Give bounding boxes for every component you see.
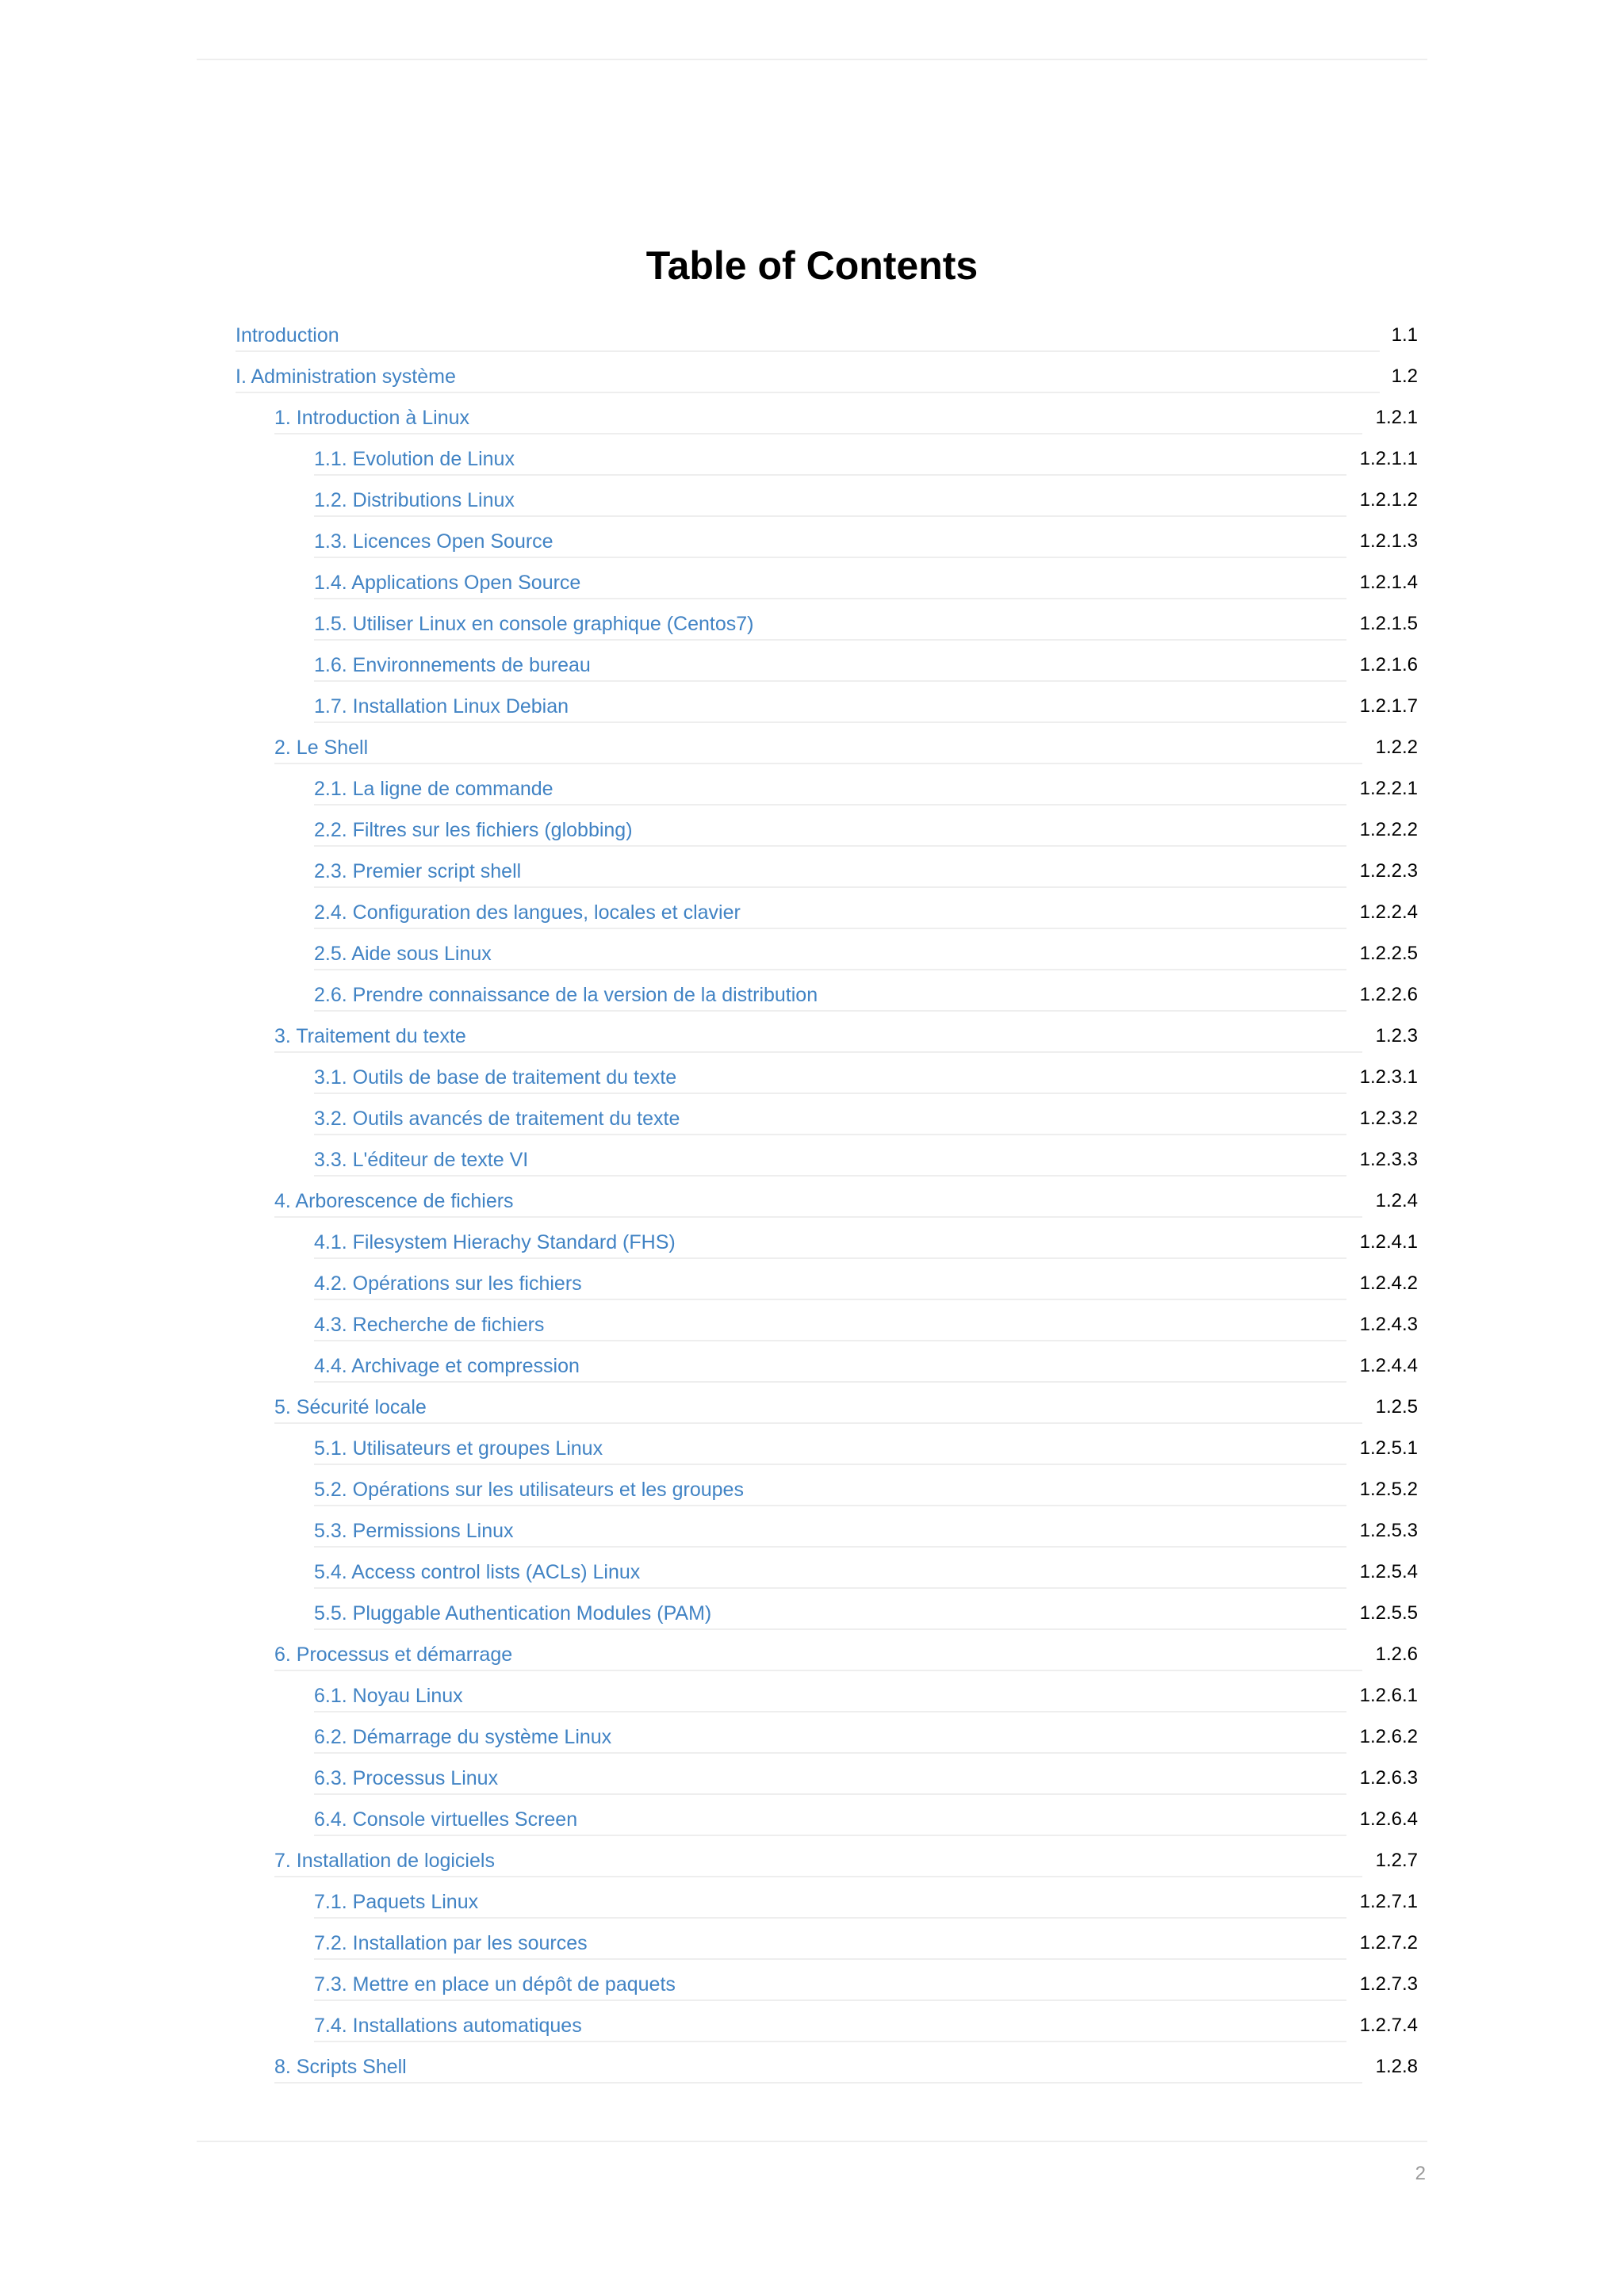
toc-entry-number: 1.2.1.7 (1359, 695, 1418, 717)
toc-entry (0, 1267, 1624, 1308)
toc-entry-number: 1.2.7.4 (1359, 2015, 1418, 2036)
toc-entry-number: 1.2.4 (1375, 1190, 1418, 1211)
toc-entry-link[interactable]: 6. Processus et démarrage (274, 1638, 1362, 1671)
toc-entry-number: 1.2.1.2 (1359, 489, 1418, 511)
toc-entry-link[interactable]: 5.1. Utilisateurs et groupes Linux (314, 1432, 1346, 1465)
toc-entry-number: 1.2.7.2 (1359, 1932, 1418, 1954)
toc-entry-number: 1.2.2.1 (1359, 778, 1418, 799)
toc-entry (0, 401, 1624, 442)
toc-entry-number: 1.2.1.5 (1359, 613, 1418, 634)
toc-entry-number: 1.2.5.2 (1359, 1479, 1418, 1500)
toc-entry (0, 772, 1624, 813)
toc-entry-number: 1.2.7.1 (1359, 1891, 1418, 1912)
footer-rule (197, 2141, 1427, 2142)
toc-entry (0, 1514, 1624, 1556)
toc-entry-number: 1.2.4.3 (1359, 1314, 1418, 1335)
toc-entry (0, 1143, 1624, 1184)
toc-entry (0, 1391, 1624, 1432)
toc-entry (0, 319, 1624, 360)
toc-entry (0, 690, 1624, 731)
toc-entry-link[interactable]: 3.1. Outils de base de traitement du texte (314, 1061, 1346, 1094)
toc-entry-link[interactable]: 7.4. Installations automatiques (314, 2009, 1346, 2042)
toc-entry-number: 1.2.7.3 (1359, 1973, 1418, 1995)
toc-entry (0, 360, 1624, 401)
toc-entry-link[interactable]: 6.4. Console virtuelles Screen (314, 1803, 1346, 1836)
table-of-contents (0, 319, 1624, 2091)
toc-entry (0, 442, 1624, 484)
toc-entry-number: 1.2.6.4 (1359, 1808, 1418, 1830)
toc-entry-number: 1.2.1 (1375, 407, 1418, 428)
toc-entry-number: 1.2.4.1 (1359, 1231, 1418, 1253)
toc-entry-number: 1.2.7 (1375, 1850, 1418, 1871)
toc-entry-link[interactable]: 6.2. Démarrage du système Linux (314, 1720, 1346, 1754)
toc-entry-link[interactable]: 1.4. Applications Open Source (314, 566, 1346, 599)
toc-entry-link[interactable]: 3. Traitement du texte (274, 1020, 1362, 1053)
toc-entry-link[interactable]: 4.4. Archivage et compression (314, 1349, 1346, 1383)
toc-entry-link[interactable]: 2.1. La ligne de commande (314, 772, 1346, 806)
toc-entry (0, 896, 1624, 937)
toc-entry (0, 566, 1624, 607)
toc-entry-link[interactable]: 1.2. Distributions Linux (314, 484, 1346, 517)
toc-entry-number: 1.2.3.1 (1359, 1066, 1418, 1088)
toc-entry-number: 1.2.8 (1375, 2056, 1418, 2077)
toc-entry (0, 1473, 1624, 1514)
toc-entry (0, 855, 1624, 896)
toc-entry-number: 1.2.5.4 (1359, 1561, 1418, 1582)
toc-entry (0, 937, 1624, 978)
toc-entry (0, 2050, 1624, 2091)
toc-entry (0, 1226, 1624, 1267)
toc-entry-link[interactable]: 5.5. Pluggable Authentication Modules (PAM) (314, 1597, 1346, 1630)
toc-entry (0, 731, 1624, 772)
toc-entry-link[interactable]: 3.2. Outils avancés de traitement du texte (314, 1102, 1346, 1135)
toc-entry-link[interactable]: 5. Sécurité locale (274, 1391, 1362, 1424)
toc-entry-number: 1.2.6 (1375, 1644, 1418, 1665)
toc-entry-number: 1.2.2 (1375, 737, 1418, 758)
toc-entry (0, 1762, 1624, 1803)
toc-entry (0, 1432, 1624, 1473)
toc-entry-link[interactable]: 6.3. Processus Linux (314, 1762, 1346, 1795)
toc-entry (0, 1968, 1624, 2009)
toc-entry-link[interactable]: 2.3. Premier script shell (314, 855, 1346, 888)
toc-entry-link[interactable]: 4.1. Filesystem Hierachy Standard (FHS) (314, 1226, 1346, 1259)
toc-entry-link[interactable]: 1. Introduction à Linux (274, 401, 1362, 434)
toc-entry (0, 1349, 1624, 1391)
toc-entry-link[interactable]: 1.6. Environnements de bureau (314, 649, 1346, 682)
toc-entry-number: 1.2.5 (1375, 1396, 1418, 1418)
toc-entry-link[interactable]: 7.3. Mettre en place un dépôt de paquets (314, 1968, 1346, 2001)
toc-entry-number: 1.1 (1391, 324, 1418, 346)
toc-entry (0, 1020, 1624, 1061)
toc-entry-link[interactable]: 2.6. Prendre connaissance de la version de la distribution (314, 978, 1346, 1012)
toc-entry-number: 1.2.2.2 (1359, 819, 1418, 840)
toc-entry-link[interactable]: 2.5. Aide sous Linux (314, 937, 1346, 970)
toc-entry-link[interactable]: Introduction (236, 319, 1380, 352)
toc-entry-link[interactable]: 5.3. Permissions Linux (314, 1514, 1346, 1548)
toc-entry-link[interactable]: 2.2. Filtres sur les fichiers (globbing) (314, 813, 1346, 847)
toc-entry (0, 1184, 1624, 1226)
toc-entry-number: 1.2.6.3 (1359, 1767, 1418, 1789)
toc-entry-number: 1.2.4.2 (1359, 1272, 1418, 1294)
toc-entry-number: 1.2.3.3 (1359, 1149, 1418, 1170)
toc-entry (0, 1885, 1624, 1927)
toc-entry-number: 1.2.1.3 (1359, 530, 1418, 552)
toc-entry-link[interactable]: 5.4. Access control lists (ACLs) Linux (314, 1556, 1346, 1589)
toc-entry-number: 1.2.3 (1375, 1025, 1418, 1047)
toc-entry (0, 1597, 1624, 1638)
toc-entry (0, 813, 1624, 855)
toc-entry-number: 1.2.5.5 (1359, 1602, 1418, 1624)
toc-entry-link[interactable]: 7.1. Paquets Linux (314, 1885, 1346, 1919)
toc-entry-number: 1.2.6.1 (1359, 1685, 1418, 1706)
toc-entry-number: 1.2.1.6 (1359, 654, 1418, 675)
header-rule (197, 59, 1427, 60)
toc-entry-link[interactable]: 4.2. Opérations sur les fichiers (314, 1267, 1346, 1300)
toc-entry (0, 525, 1624, 566)
toc-entry-link[interactable]: 8. Scripts Shell (274, 2050, 1362, 2084)
toc-entry-link[interactable]: 7. Installation de logiciels (274, 1844, 1362, 1877)
toc-entry (0, 1308, 1624, 1349)
toc-entry (0, 1102, 1624, 1143)
page-title: Table of Contents (645, 243, 979, 288)
toc-entry (0, 1679, 1624, 1720)
toc-entry (0, 1803, 1624, 1844)
toc-entry-number: 1.2.1.1 (1359, 448, 1418, 469)
toc-entry-number: 1.2.6.2 (1359, 1726, 1418, 1747)
toc-entry (0, 649, 1624, 690)
toc-entry-number: 1.2 (1391, 365, 1418, 387)
toc-entry (0, 1556, 1624, 1597)
toc-entry-link[interactable]: 1.7. Installation Linux Debian (314, 690, 1346, 723)
toc-entry-link[interactable]: 5.2. Opérations sur les utilisateurs et les groupes (314, 1473, 1346, 1506)
toc-entry-link[interactable]: 1.1. Evolution de Linux (314, 442, 1346, 476)
toc-entry-link[interactable]: 2. Le Shell (274, 731, 1362, 764)
toc-entry (0, 1844, 1624, 1885)
toc-entry (0, 1061, 1624, 1102)
toc-entry-number: 1.2.1.4 (1359, 572, 1418, 593)
toc-entry (0, 2009, 1624, 2050)
page-number: 2 (1415, 2163, 1426, 2184)
toc-entry (0, 1638, 1624, 1679)
toc-entry-link[interactable]: 6.1. Noyau Linux (314, 1679, 1346, 1712)
toc-entry-link[interactable]: 4.3. Recherche de fichiers (314, 1308, 1346, 1341)
toc-entry-number: 1.2.2.3 (1359, 860, 1418, 882)
toc-entry-number: 1.2.5.3 (1359, 1520, 1418, 1541)
toc-entry (0, 484, 1624, 525)
toc-entry-link[interactable]: 4. Arborescence de fichiers (274, 1184, 1362, 1218)
toc-entry-number: 1.2.2.5 (1359, 943, 1418, 964)
toc-entry-number: 1.2.3.2 (1359, 1108, 1418, 1129)
toc-entry-link[interactable]: 7.2. Installation par les sources (314, 1927, 1346, 1960)
toc-entry-link[interactable]: 1.5. Utiliser Linux en console graphique (Centos7) (314, 607, 1346, 641)
toc-entry (0, 1720, 1624, 1762)
toc-entry-number: 1.2.5.1 (1359, 1437, 1418, 1459)
toc-entry-link[interactable]: 1.3. Licences Open Source (314, 525, 1346, 558)
toc-entry-number: 1.2.2.6 (1359, 984, 1418, 1005)
toc-entry-number: 1.2.4.4 (1359, 1355, 1418, 1376)
toc-entry-link[interactable]: 3.3. L'éditeur de texte VI (314, 1143, 1346, 1177)
toc-entry-link[interactable]: 2.4. Configuration des langues, locales et clavier (314, 896, 1346, 929)
toc-entry (0, 978, 1624, 1020)
toc-entry (0, 1927, 1624, 1968)
toc-entry-number: 1.2.2.4 (1359, 901, 1418, 923)
toc-entry (0, 607, 1624, 649)
toc-entry-link[interactable]: I. Administration système (236, 360, 1380, 393)
